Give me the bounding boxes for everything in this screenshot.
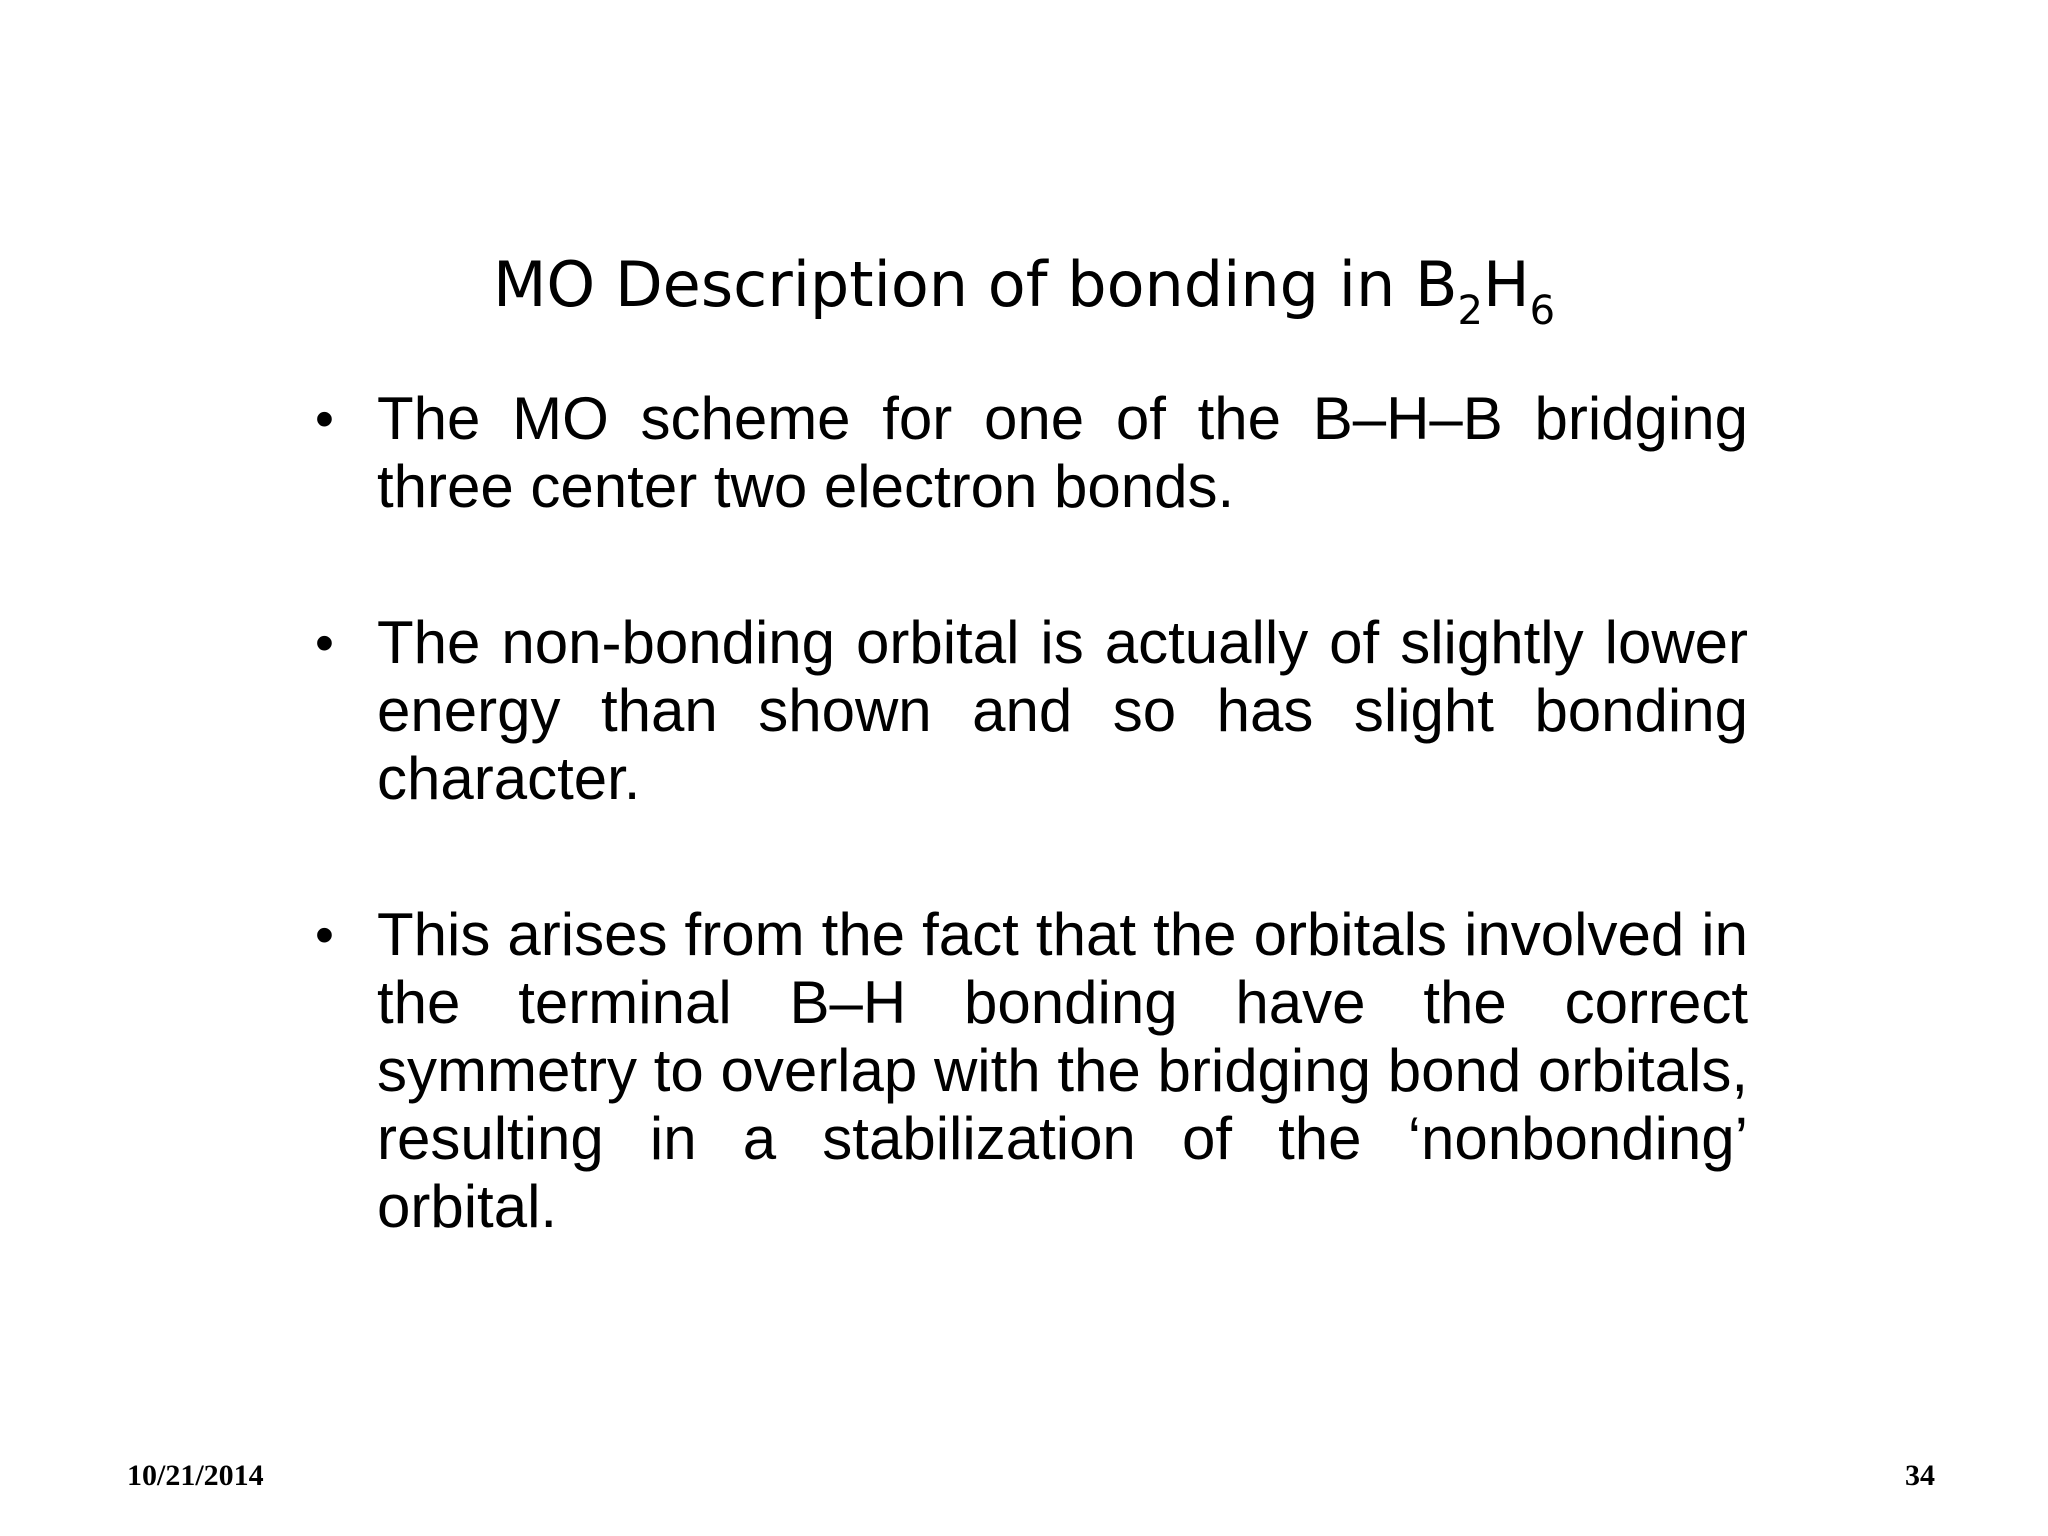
bullet-icon: • xyxy=(315,905,334,965)
bullet-list xyxy=(305,385,1748,1329)
bullet-icon: • xyxy=(315,389,334,449)
slide-title xyxy=(0,245,2048,333)
title-text: MO Description of bonding in B xyxy=(492,248,1458,321)
bullet-text: The MO scheme for one of the B–H–B bridging three center two electron bonds. xyxy=(377,385,1748,520)
footer-date: 10/21/2014 xyxy=(127,1459,264,1492)
bullet-item xyxy=(305,609,1748,813)
title-subscript-2: 2 xyxy=(1457,288,1483,334)
bullet-item xyxy=(305,901,1748,1241)
title-subscript-6: 6 xyxy=(1529,288,1556,334)
bullet-icon: • xyxy=(315,613,334,673)
title-text-h: H xyxy=(1482,248,1530,321)
bullet-text: This arises from the fact that the orbitals involved in the terminal B–H bonding have the correct symmetry to overlap with the bridging bond orbitals, resulting in a stabilization of the ‘nonbonding’ orbital. xyxy=(377,901,1748,1240)
page-number: 34 xyxy=(1905,1459,1935,1492)
bullet-item xyxy=(305,385,1748,521)
bullet-text: The non-bonding orbital is actually of slightly lower energy than shown and so has slight bonding character. xyxy=(377,609,1748,812)
